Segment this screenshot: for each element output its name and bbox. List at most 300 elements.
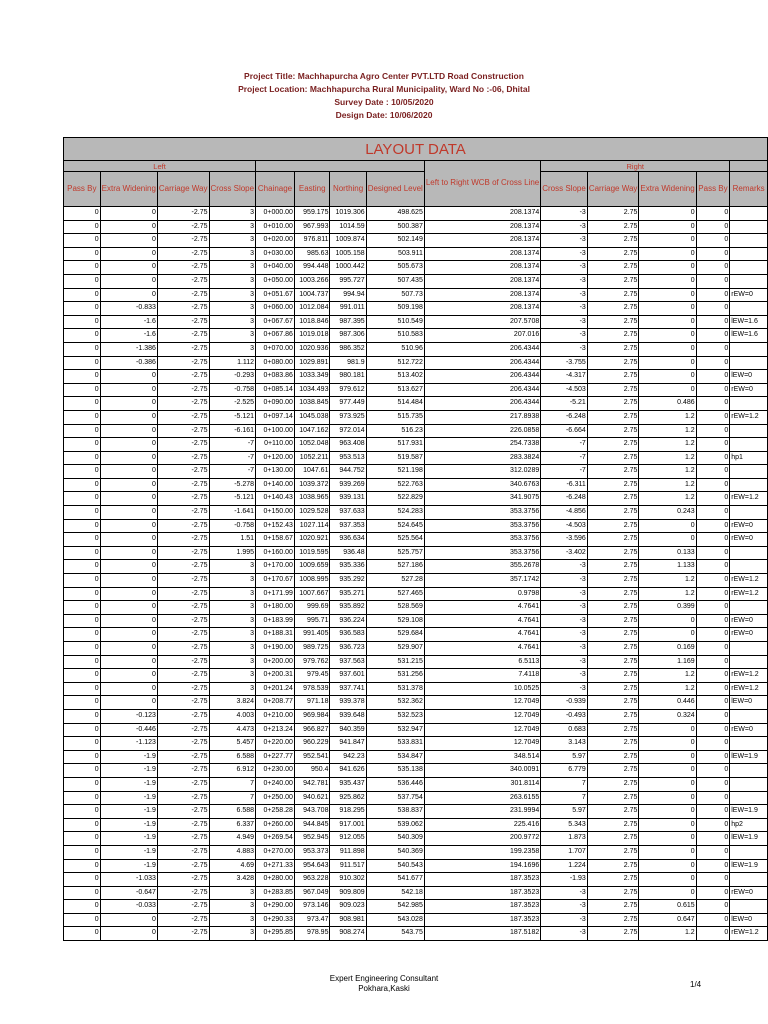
table-cell: 0 [696,805,730,819]
table-cell: 206.4344 [424,383,540,397]
table-row [64,873,768,887]
table-cell: 0 [696,302,730,316]
table-cell: 2.75 [587,723,639,737]
table-cell: -2.75 [157,614,209,628]
table-cell: 987.395 [330,315,366,329]
table-cell: 0 [696,546,730,560]
table-cell: 254.7338 [424,438,540,452]
table-cell: 939.378 [330,696,366,710]
table-cell: -2.75 [157,574,209,588]
table-row [64,764,768,778]
table-cell: 6.912 [209,764,256,778]
table-row [64,614,768,628]
table-cell [730,424,768,438]
table-row [64,669,768,683]
table-cell: 513.627 [366,383,424,397]
table-cell: 0 [696,832,730,846]
table-cell: 348.514 [424,750,540,764]
table-row [64,642,768,656]
table-cell: 0 [64,927,101,941]
table-cell: -2.75 [157,329,209,343]
table-cell: rEW=1.2 [730,927,768,941]
table-cell: 3 [209,560,256,574]
table-cell: 2.75 [587,560,639,574]
table-cell: 981.9 [330,356,366,370]
table-cell: -2.75 [157,370,209,384]
table-cell [730,478,768,492]
table-cell: 0+170.67 [256,574,295,588]
table-cell: 2.75 [587,750,639,764]
table-cell: -3 [541,628,588,642]
table-cell: 911.517 [330,859,366,873]
table-cell: 532.362 [366,696,424,710]
table-cell: 12.7049 [424,709,540,723]
table-cell: 525.757 [366,546,424,560]
table-cell: 0+000.00 [256,207,295,221]
table-cell: 3 [209,207,256,221]
table-cell: 973.146 [294,900,330,914]
table-cell: -1.641 [209,506,256,520]
table-cell: 910.302 [330,873,366,887]
table-cell: 0 [100,601,157,615]
table-cell: 0+170.00 [256,560,295,574]
table-cell: 0 [639,207,696,221]
table-cell: 0 [696,329,730,343]
table-cell: 0 [64,655,101,669]
table-cell: 0 [696,465,730,479]
table-cell: 0 [696,614,730,628]
table-cell: 0 [639,818,696,832]
table-cell: -2.75 [157,777,209,791]
table-cell: 301.8114 [424,777,540,791]
left-group-label: Left [64,161,256,172]
table-cell: 0 [696,410,730,424]
table-cell: 531.378 [366,682,424,696]
table-cell: 978.95 [294,927,330,941]
table-cell: 1.224 [541,859,588,873]
table-cell: 0 [100,261,157,275]
table-title: LAYOUT DATA [64,138,768,161]
table-cell: 540.309 [366,832,424,846]
table-cell: 7.4118 [424,669,540,683]
table-cell: -2.75 [157,506,209,520]
table-cell: 2.75 [587,383,639,397]
table-cell: 1.707 [541,845,588,859]
table-cell: 0 [639,750,696,764]
table-cell: 0+188.31 [256,628,295,642]
table-cell: 217.8938 [424,410,540,424]
table-cell: 967.993 [294,220,330,234]
table-cell: hp2 [730,818,768,832]
table-cell: rEW=1.2 [730,410,768,424]
table-cell: 4.949 [209,832,256,846]
table-cell: 2.75 [587,696,639,710]
column-header-left-cross-slope: Cross Slope [209,172,256,207]
table-cell: 4.69 [209,859,256,873]
table-cell: 5.97 [541,805,588,819]
table-cell: 507.435 [366,274,424,288]
table-cell: 1003.266 [294,274,330,288]
table-cell: 226.0858 [424,424,540,438]
table-cell: 208.1374 [424,234,540,248]
table-cell: 0 [696,383,730,397]
table-cell: 959.175 [294,207,330,221]
table-cell: 0 [64,397,101,411]
table-cell: 0 [100,247,157,261]
table-cell: rEW=0 [730,723,768,737]
table-cell: 521.198 [366,465,424,479]
table-cell: 979.45 [294,669,330,683]
table-cell: 0 [64,315,101,329]
table-cell: 940.621 [294,791,330,805]
table-cell: 0 [696,655,730,669]
table-cell: 0 [100,451,157,465]
table-cell: 187.3523 [424,900,540,914]
table-cell: 1.2 [639,927,696,941]
table-cell: 0 [64,234,101,248]
table-cell: -2.75 [157,900,209,914]
table-cell: -2.75 [157,764,209,778]
table-cell: rEW=1.2 [730,492,768,506]
table-cell: 0+183.99 [256,614,295,628]
table-cell: 7 [541,791,588,805]
table-row [64,451,768,465]
table-cell: 514.484 [366,397,424,411]
table-cell: 912.055 [330,832,366,846]
table-cell: -0.123 [100,709,157,723]
table-cell: -2.75 [157,451,209,465]
table-cell: 538.837 [366,805,424,819]
table-cell: 909.809 [330,886,366,900]
table-cell: -6.161 [209,424,256,438]
table-cell: -4.503 [541,383,588,397]
table-cell: 0 [64,438,101,452]
table-cell: rEW=1.2 [730,587,768,601]
table-cell: 1.2 [639,465,696,479]
table-cell: -2.75 [157,655,209,669]
table-cell [730,506,768,520]
table-cell: 3 [209,220,256,234]
table-cell: 0 [639,859,696,873]
table-cell [730,791,768,805]
table-cell: 0 [696,791,730,805]
table-cell: 0+010.00 [256,220,295,234]
table-row [64,886,768,900]
table-cell: 1038.845 [294,397,330,411]
table-cell: 539.062 [366,818,424,832]
table-cell: 0 [64,451,101,465]
table-cell: 0 [100,560,157,574]
table-cell: 0 [696,288,730,302]
table-cell: 3 [209,913,256,927]
table-cell [730,207,768,221]
table-cell: 2.75 [587,791,639,805]
table-cell: 0+220.00 [256,737,295,751]
table-cell: 0 [64,723,101,737]
table-cell: 1019.306 [330,207,366,221]
table-cell: 1.169 [639,655,696,669]
table-cell: 0 [696,342,730,356]
table-cell: -2.75 [157,274,209,288]
table-cell: -1.9 [100,859,157,873]
table-cell: -2.75 [157,927,209,941]
table-cell: 987.306 [330,329,366,343]
table-cell: 4.473 [209,723,256,737]
table-cell: 510.583 [366,329,424,343]
table-cell: -2.75 [157,424,209,438]
table-cell: 503.911 [366,247,424,261]
table-cell: 12.7049 [424,696,540,710]
table-cell: rEW=1.2 [730,682,768,696]
table-cell: 0 [64,777,101,791]
table-cell: 0 [64,764,101,778]
project-location: Project Location: Machhapurcha Rural Municipality, Ward No :-06, Dhital [238,84,530,94]
column-header-right-extra-widening: Extra Widening [639,172,696,207]
table-cell: 0+040.00 [256,261,295,275]
table-cell: 1047.162 [294,424,330,438]
page-number: 1/4 [690,980,702,989]
table-cell: 231.9994 [424,805,540,819]
table-row [64,438,768,452]
table-cell: 0.243 [639,506,696,520]
table-cell: 2.75 [587,247,639,261]
table-cell: 0+290.33 [256,913,295,927]
table-cell: 4.7641 [424,642,540,656]
table-cell: 531.215 [366,655,424,669]
table-cell: 1020.936 [294,342,330,356]
table-cell: 2.75 [587,465,639,479]
table-cell: 973.925 [330,410,366,424]
table-cell: 7 [209,791,256,805]
table-cell: 194.1696 [424,859,540,873]
table-cell: 937.563 [330,655,366,669]
table-cell: -3.402 [541,546,588,560]
table-cell: -2.75 [157,750,209,764]
table-cell: 1052.211 [294,451,330,465]
table-row [64,696,768,710]
table-cell: 534.847 [366,750,424,764]
table-cell: 6.588 [209,750,256,764]
table-row [64,587,768,601]
table-cell: 0 [696,574,730,588]
table-cell: 960.229 [294,737,330,751]
table-cell: 263.6155 [424,791,540,805]
table-cell: 2.75 [587,900,639,914]
table-cell: -5.278 [209,478,256,492]
table-cell: 978.539 [294,682,330,696]
table-cell: -2.75 [157,709,209,723]
table-cell: 0 [64,478,101,492]
table-cell: 0 [100,927,157,941]
table-cell: -2.75 [157,492,209,506]
table-cell [730,247,768,261]
table-cell: 0+097.14 [256,410,295,424]
table-cell: 0 [100,628,157,642]
table-cell: 0 [100,574,157,588]
table-cell: 0 [639,370,696,384]
table-cell: 3 [209,261,256,275]
table-cell: 0+083.86 [256,370,295,384]
table-cell [730,274,768,288]
table-cell: 0+280.00 [256,873,295,887]
table-cell: 353.3756 [424,546,540,560]
table-cell: 3 [209,900,256,914]
table-cell: 2.75 [587,397,639,411]
table-cell: 1029.891 [294,356,330,370]
table-row [64,737,768,751]
table-cell: -3 [541,574,588,588]
table-cell: 0 [696,506,730,520]
table-cell: 0 [696,723,730,737]
table-cell: 2.75 [587,410,639,424]
column-header-northing: Northing [330,172,366,207]
table-cell: 1009.659 [294,560,330,574]
table-cell: 3 [209,342,256,356]
table-cell: 507.73 [366,288,424,302]
table-cell: 500.387 [366,220,424,234]
table-cell: 979.612 [330,383,366,397]
table-cell: 0 [696,750,730,764]
table-cell: 0 [696,397,730,411]
table-cell: 0 [696,451,730,465]
table-cell: 1047.61 [294,465,330,479]
table-row [64,546,768,560]
table-row [64,397,768,411]
table-cell: 944.845 [294,818,330,832]
table-cell: -3 [541,342,588,356]
table-cell: 1.2 [639,410,696,424]
table-cell: 527.28 [366,574,424,588]
table-cell: 2.75 [587,587,639,601]
table-cell: 999.69 [294,601,330,615]
table-row [64,900,768,914]
table-row [64,682,768,696]
table-cell: 0+060.00 [256,302,295,316]
table-cell: -1.6 [100,329,157,343]
table-cell: 3 [209,274,256,288]
table-row [64,315,768,329]
table-cell: 0 [639,274,696,288]
table-cell: 0 [64,519,101,533]
table-cell: 937.353 [330,519,366,533]
table-cell: 509.198 [366,302,424,316]
table-cell: -4.856 [541,506,588,520]
table-cell: 0 [64,356,101,370]
table-cell: lEW=1.6 [730,315,768,329]
table-cell [730,845,768,859]
table-cell: 0 [696,886,730,900]
table-cell: 0 [696,696,730,710]
table-cell: 0+227.77 [256,750,295,764]
table-cell: 925.862 [330,791,366,805]
table-cell: 4.7641 [424,628,540,642]
table-row [64,247,768,261]
table-cell [730,642,768,656]
table-cell: -2.75 [157,247,209,261]
table-cell: 0+090.00 [256,397,295,411]
table-cell: 0 [64,587,101,601]
table-cell: 0 [100,274,157,288]
table-cell: -7 [209,451,256,465]
table-cell: 2.75 [587,492,639,506]
table-cell: 1008.995 [294,574,330,588]
table-cell: -7 [541,465,588,479]
table-cell: -5.121 [209,492,256,506]
table-cell: -2.75 [157,682,209,696]
table-cell: 0.9798 [424,587,540,601]
table-cell: 936.48 [330,546,366,560]
table-row [64,274,768,288]
table-cell: 1000.442 [330,261,366,275]
table-cell: 2.75 [587,234,639,248]
column-header-right-cross-slope: Cross Slope [541,172,588,207]
table-cell: 529.907 [366,642,424,656]
table-cell: -2.75 [157,397,209,411]
table-cell: 1014.59 [330,220,366,234]
table-cell [730,655,768,669]
table-cell: 1038.965 [294,492,330,506]
survey-date: Survey Date : 10/05/2020 [334,97,434,107]
table-cell: 1.2 [639,478,696,492]
table-cell: 540.369 [366,845,424,859]
table-row [64,655,768,669]
table-cell: 3 [209,614,256,628]
table-cell: 6.337 [209,818,256,832]
table-cell: 0 [64,410,101,424]
table-cell: 2.75 [587,302,639,316]
table-cell: -0.939 [541,696,588,710]
table-cell: -4.503 [541,519,588,533]
table-cell: -2.75 [157,207,209,221]
table-row [64,805,768,819]
table-cell: 953.373 [294,845,330,859]
table-cell: -1.9 [100,764,157,778]
table-cell: rEW=0 [730,288,768,302]
table-cell: 0 [64,370,101,384]
table-cell: -2.75 [157,410,209,424]
table-cell: 0 [64,533,101,547]
table-cell: 0+120.00 [256,451,295,465]
table-cell: 2.75 [587,682,639,696]
table-cell: 939.648 [330,709,366,723]
table-cell: 986.352 [330,342,366,356]
table-row [64,750,768,764]
table-cell: 1018.846 [294,315,330,329]
table-cell: -1.9 [100,832,157,846]
table-cell: 3 [209,315,256,329]
table-cell: 0.399 [639,601,696,615]
table-cell: 1009.874 [330,234,366,248]
table-cell: 0 [696,642,730,656]
table-row [64,818,768,832]
table-cell: 357.1742 [424,574,540,588]
table-cell: 0+140.43 [256,492,295,506]
table-cell: -2.75 [157,818,209,832]
table-cell: 529.108 [366,614,424,628]
table-cell: -2.75 [157,886,209,900]
table-cell: 0 [639,234,696,248]
table-cell [730,465,768,479]
table-cell: 0 [696,274,730,288]
table-cell: 0 [100,614,157,628]
table-cell: -0.293 [209,370,256,384]
table-cell: 0 [64,628,101,642]
table-cell: 187.3523 [424,873,540,887]
table-cell: 0 [100,424,157,438]
table-cell: 0 [64,737,101,751]
table-cell: -3 [541,329,588,343]
table-cell: 935.336 [330,560,366,574]
